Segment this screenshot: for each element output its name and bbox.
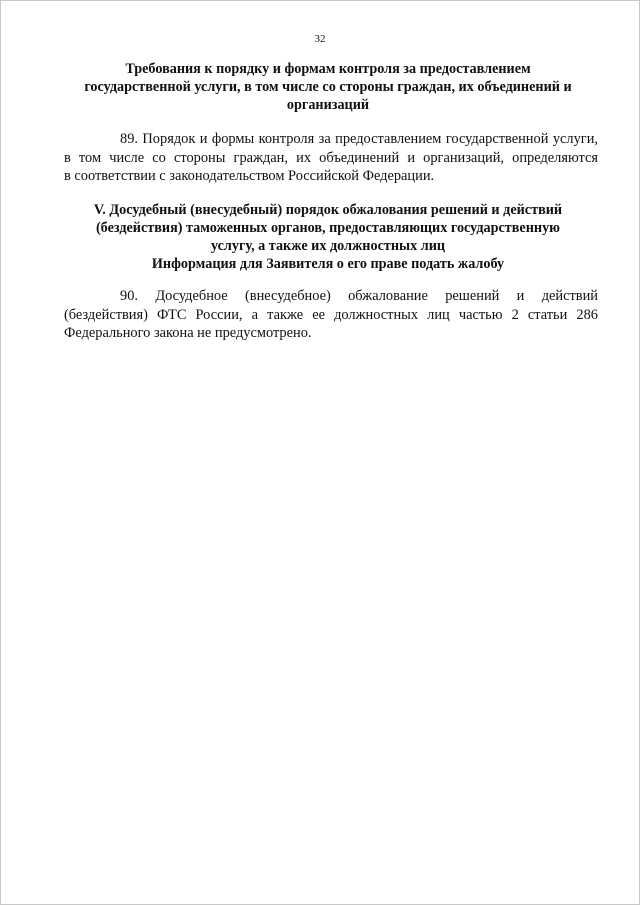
section-v-heading (60, 201, 596, 273)
paragraph-89 (64, 130, 598, 186)
paragraph-90-line: (бездействия) ФТС России, а также ее должностных лиц частью 2 статьи 286 (64, 306, 598, 323)
control-heading (60, 60, 596, 114)
control-heading-line: Требования к порядку и формам контроля за предоставлением (125, 61, 531, 77)
section-v-heading-line: (бездействия) таможенных органов, предоставляющих государственную (95, 220, 561, 236)
control-heading-line: организаций (286, 97, 370, 113)
section-v-subheading: Информация для Заявителя о его праве подать жалобу (151, 256, 505, 272)
section-v-heading-line: услугу, а также их должностных лиц (210, 238, 446, 254)
page-number: 32 (314, 33, 326, 45)
paragraph-89-line: 89. Порядок и формы контроля за предоставлением государственной услуги, (120, 131, 598, 147)
paragraph-90-line: Федерального закона не предусмотрено. (64, 325, 312, 341)
paragraph-90-line: 90. Досудебное (внесудебное) обжалование решений и действий (120, 288, 598, 304)
paragraph-89-line: в соответствии с законодательством Российской Федерации. (64, 168, 435, 184)
paragraph-89-line: в том числе со стороны граждан, их объединений и организаций, определяются (64, 149, 598, 166)
paragraph-90 (64, 287, 598, 343)
section-v-heading-line: V. Досудебный (внесудебный) порядок обжалования решений и действий (93, 202, 563, 218)
control-heading-line: государственной услуги, в том числе со стороны граждан, их объединений и (84, 79, 572, 95)
